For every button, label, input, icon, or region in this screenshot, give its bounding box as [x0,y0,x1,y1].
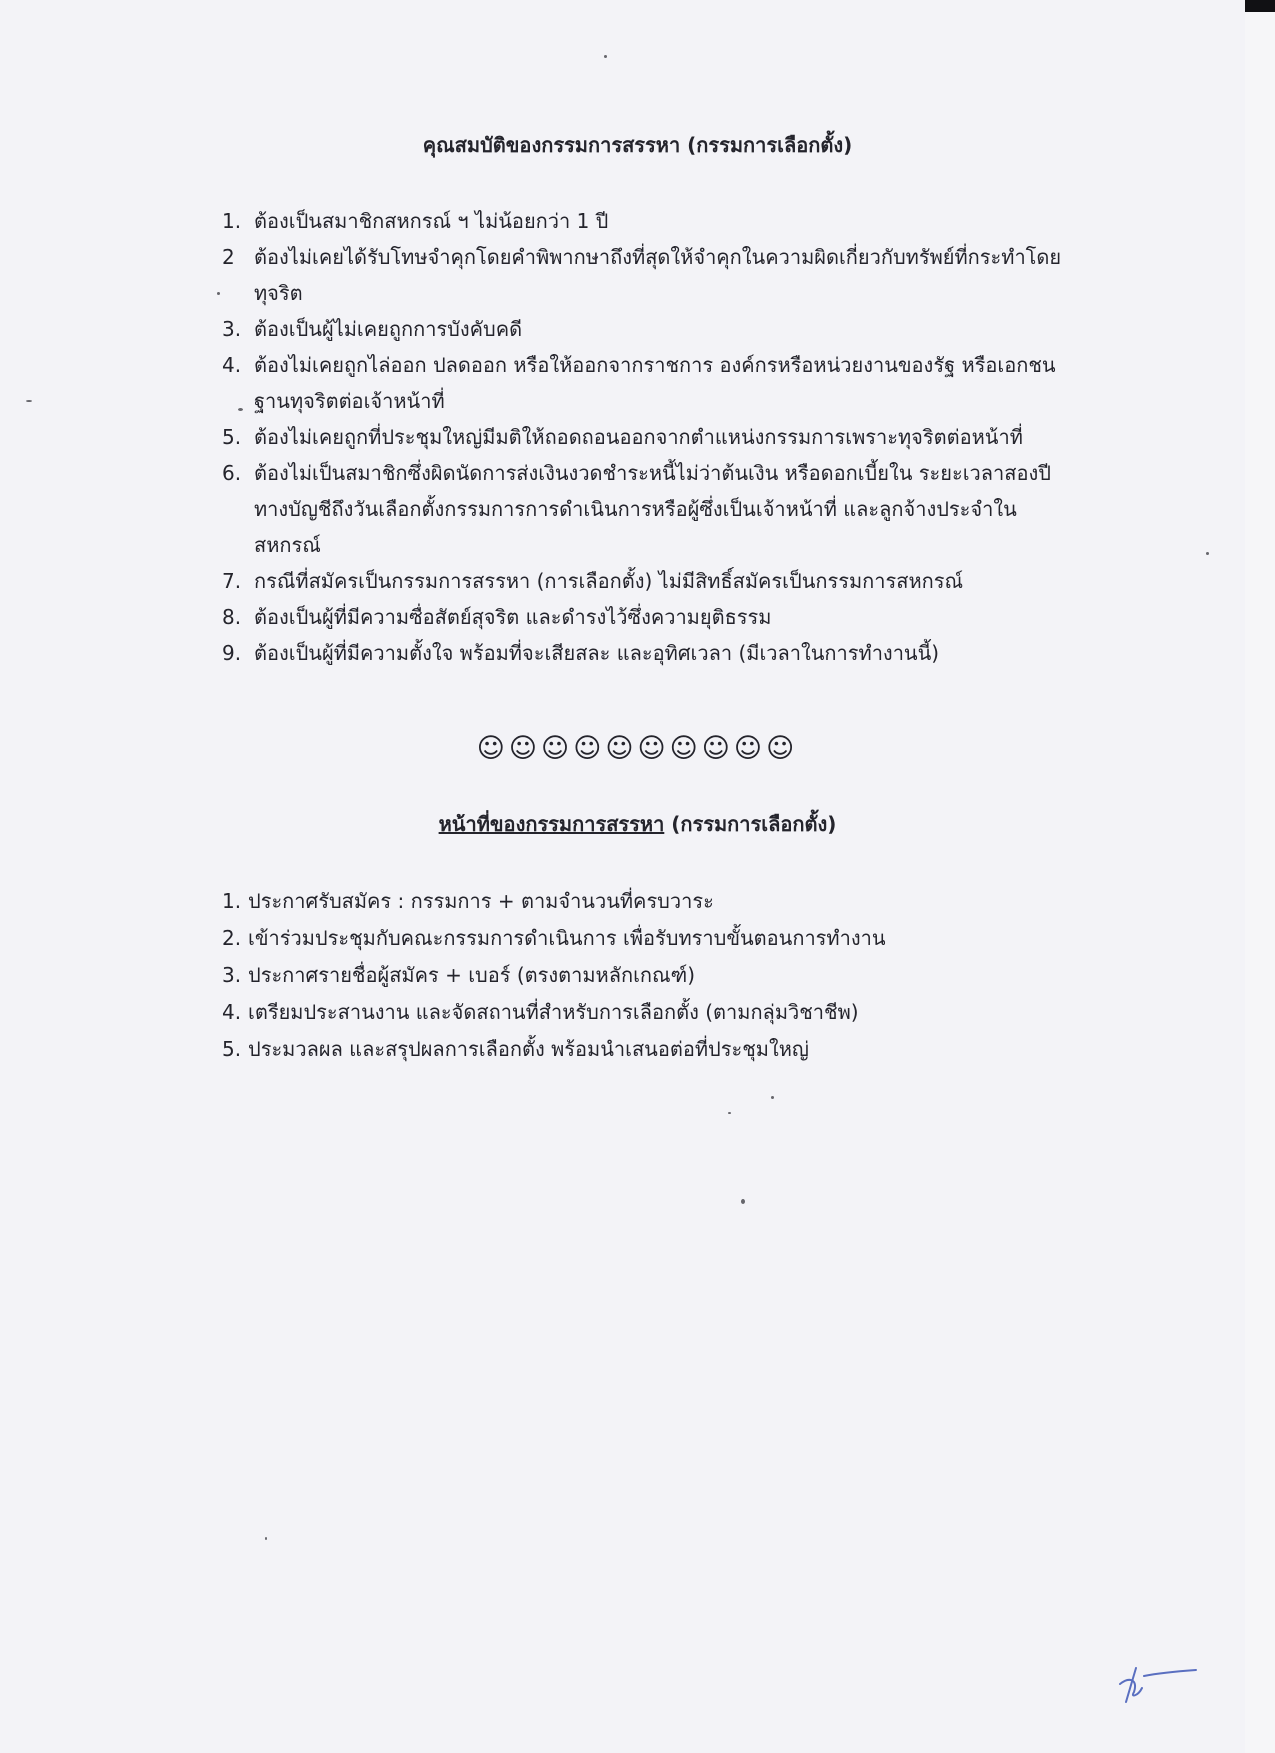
scan-edge [1245,0,1275,1753]
scan-speck [771,1096,774,1099]
qualifications-title: คุณสมบัติของกรรมการสรรหา (กรรมการเลือกตั้ง) [422,133,853,157]
item-number: 3. [222,317,242,341]
scan-speck [604,55,607,58]
scan-speck [26,400,32,402]
item-number: 3. [222,963,242,987]
item-text: ต้องไม่เคยได้รับโทษจำคุกโดยคำพิพากษาถึงที่สุดให้จำคุกในความผิดเกี่ยวกับทรัพย์ที่กระทำโดยทุจริต [254,245,1062,305]
item-number: 8. [222,605,242,629]
signature-mark [1112,1654,1202,1704]
qualification-item [222,239,1072,311]
duties-title-rest: (กรรมการเลือกตั้ง) [664,812,837,836]
scan-speck [728,1112,731,1114]
item-text: ต้องไม่เป็นสมาชิกซึ่งผิดนัดการส่งเงินงวดชำระหนี้ไม่ว่าต้นเงิน หรือดอกเบี้ยใน ระยะเวลาสองปีทางบัญชีถึงวันเลือกตั้งกรรมการการดำเนินการหรือผู้ซึ่งเป็นเจ้าหน้าที่ และลูกจ้างประจำใน สหกรณ์ [254,461,1051,557]
qualification-item [222,311,1072,347]
duty-item [222,957,1072,994]
item-number: 5. [222,425,242,449]
item-text: ประกาศรับสมัคร : กรรมการ + ตามจำนวนที่ครบวาระ [248,889,714,913]
item-number: 9. [222,641,242,665]
duties-title [0,810,1275,838]
item-number: 5. [222,1037,242,1061]
scan-corner-mark [1245,0,1275,12]
qualification-item [222,203,1072,239]
scan-speck [217,292,220,295]
qualification-item [222,599,1072,635]
qualifications-list [222,203,1072,671]
scan-speck [265,1537,267,1540]
qualification-item [222,455,1072,563]
duties-list [222,883,1072,1068]
item-text: ต้องไม่เคยถูกที่ประชุมใหญ่มีมติให้ถอดถอนออกจากตำแหน่งกรรมการเพราะทุจริตต่อหน้าที่ [254,425,1023,449]
duty-item [222,883,1072,920]
scan-speck [1206,552,1209,555]
item-number: 2 [222,245,235,269]
duty-item [222,994,1072,1031]
qualification-item [222,635,1072,671]
item-text: ต้องเป็นผู้ไม่เคยถูกการบังคับคดี [254,317,523,341]
item-text: เตรียมประสานงาน และจัดสถานที่สำหรับการเลือกตั้ง (ตามกลุ่มวิชาชีพ) [248,1000,859,1024]
duty-item [222,920,1072,957]
item-text: ต้องเป็นผู้ที่มีความซื่อสัตย์สุจริต และดำรงไว้ซึ่งความยุติธรรม [254,605,772,629]
item-text: ต้องเป็นสมาชิกสหกรณ์ ฯ ไม่น้อยกว่า 1 ปี [254,209,609,233]
duties-title-underlined: หน้าที่ของกรรมการสรรหา [438,812,665,836]
scan-speck [741,1199,745,1204]
qualification-item [222,563,1072,599]
item-text: กรณีที่สมัครเป็นกรรมการสรรหา (การเลือกตั้ง) ไม่มีสิทธิ์สมัครเป็นกรรมการสหกรณ์ [254,569,964,593]
smiley-divider: ☺☺☺☺☺☺☺☺☺☺ [476,733,799,764]
qualification-item [222,419,1072,455]
item-text: ต้องเป็นผู้ที่มีความตั้งใจ พร้อมที่จะเสียสละ และอุทิศเวลา (มีเวลาในการทำงานนี้) [254,641,940,665]
item-number: 1. [222,209,242,233]
item-text: ต้องไม่เคยถูกไล่ออก ปลดออก หรือให้ออกจากราชการ องค์กรหรือหน่วยงานของรัฐ หรือเอกชนฐานทุจริตต่อเจ้าหน้าที่ [254,353,1056,413]
item-text: ประกาศรายชื่อผู้สมัคร + เบอร์ (ตรงตามหลักเกณฑ์) [248,963,695,987]
item-number: 7. [222,569,242,593]
item-number: 4. [222,353,242,377]
item-number: 4. [222,1000,242,1024]
item-number: 2. [222,926,242,950]
duty-item [222,1031,1072,1068]
qualification-item [222,347,1072,419]
item-text: ประมวลผล และสรุปผลการเลือกตั้ง พร้อมนำเสนอต่อที่ประชุมใหญ่ [248,1037,809,1061]
item-text: เข้าร่วมประชุมกับคณะกรรมการดำเนินการ เพื่อรับทราบขั้นตอนการทำงาน [248,926,886,950]
scan-speck [238,408,243,411]
item-number: 1. [222,889,242,913]
item-number: 6. [222,461,242,485]
